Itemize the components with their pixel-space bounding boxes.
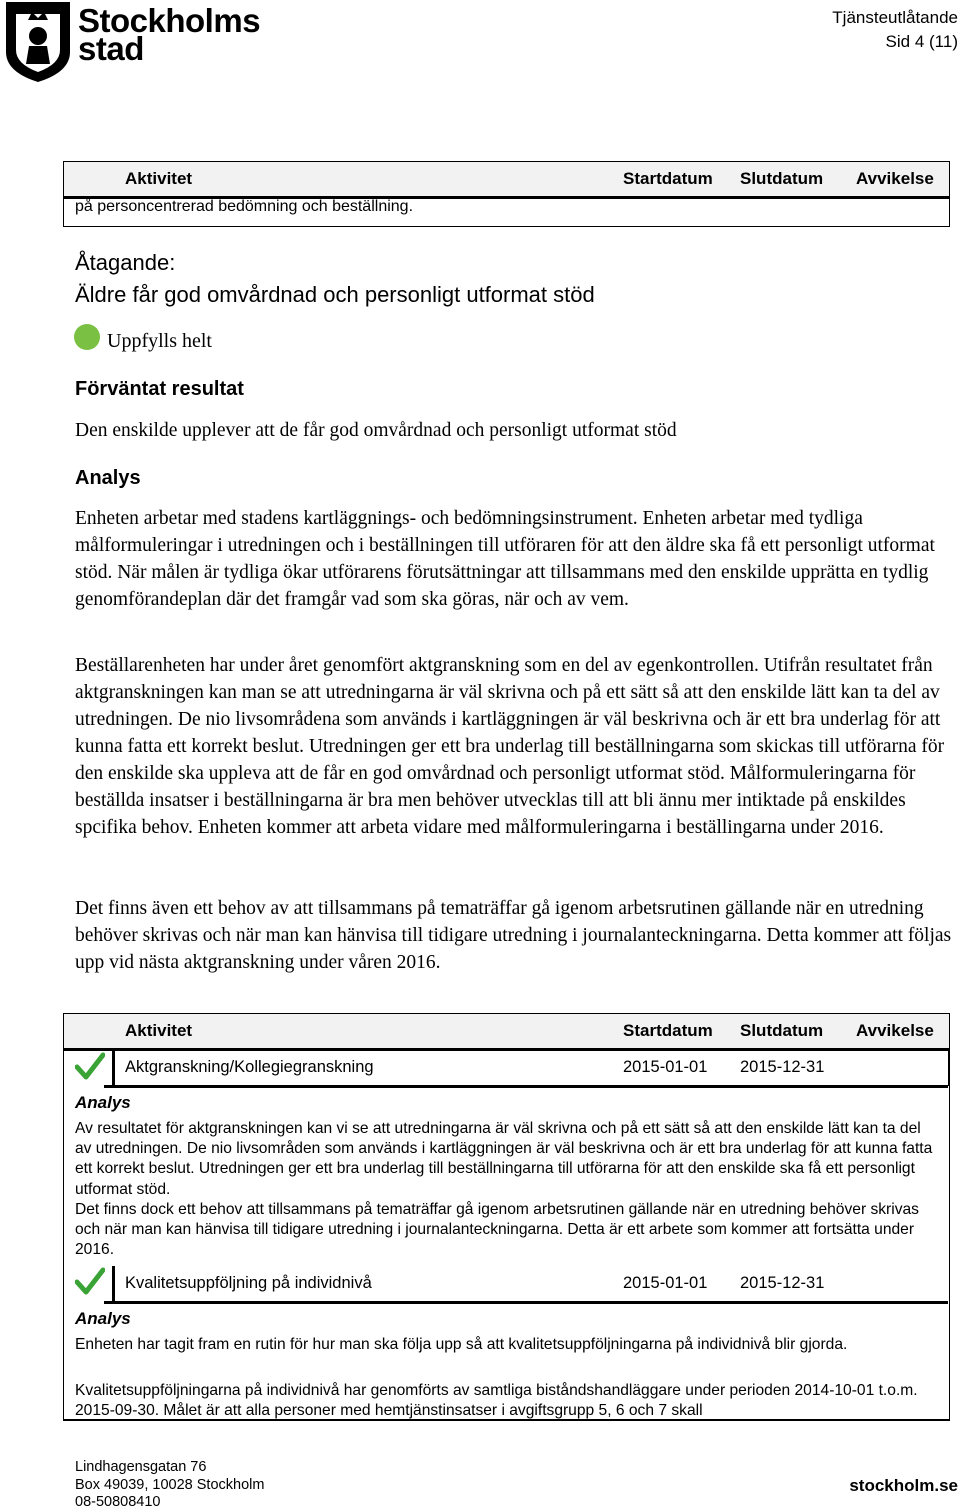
activity-analysis-paragraph-2: Det finns dock ett behov att tillsammans på tematräffar gå igenom arbetsrutinen gällande när en utredning behöver skrivas och när man kan hänvisa till tidigare utredning i journalanteckningarna. Detta är ett arbete som kommer att fortsätta under 2016. [75, 1201, 919, 1259]
column-deviation: Avvikelse [856, 169, 934, 188]
footer-website-link[interactable]: stockholm.se [849, 1476, 958, 1495]
analysis-paragraph-2: Beställarenheten har under året genomfört aktgranskning som en del av egenkontrollen. Utifrån resultatet från aktgranskningen kan man se att utredningarna är väl skrivna och på ett sätt så att den enskilde lätt kan ta del av utredningen. De nio livsområdena som används i kartläggningen är väl beskrivna och är ett bra underlag för att kunna fatta ett korrekt beslut. Utredningen ger ett bra underlag till beställningarna som skickas till utförarna för den enskilde ska uppleva att de får en god omvårdnad och personligt utformat stöd. Målformuleringarna för beställda insatser i beställningarna är bra men behöver utvecklas till att bli ännu mer intiktade på enskildes spcifika behov. Enheten kommer att arbeta vidare med målformuleringarna i beställingarna under 2016. [75, 655, 945, 838]
row-divider [112, 1266, 115, 1302]
stockholm-logo [2, 0, 261, 84]
activity-start-date: 2015-01-01 [623, 1058, 708, 1076]
status-text: Uppfylls helt [107, 330, 212, 352]
column-end: Slutdatum [740, 1021, 824, 1040]
checkmark-icon [75, 1051, 105, 1081]
analysis-heading: Analys [75, 467, 141, 489]
logo-text-stockholms: Stockholms [78, 2, 261, 39]
activity-start-date: 2015-01-01 [623, 1274, 708, 1292]
activity-table [63, 1013, 950, 1421]
table-header [64, 1014, 949, 1051]
row-divider [112, 1050, 115, 1086]
commitment-title: Äldre får god omvårdnad och personligt utformat stöd [75, 282, 595, 307]
activity-table-continued [63, 161, 950, 227]
footer-address-box: Box 49039, 10028 Stockholm [75, 1477, 265, 1493]
activity-analysis-label: Analys [75, 1093, 131, 1112]
activity-end-date: 2015-12-31 [740, 1274, 825, 1292]
column-activity: Aktivitet [125, 1021, 193, 1040]
continued-text: på personcentrerad bedömning och beställning. [75, 198, 414, 215]
column-start: Startdatum [623, 1021, 713, 1040]
footer-address-street: Lindhagensgatan 76 [75, 1459, 207, 1475]
expected-result-text: Den enskilde upplever att de får god omvårdnad och personligt utformat stöd [75, 420, 677, 441]
column-deviation: Avvikelse [856, 1021, 934, 1040]
footer-phone: 08-50808410 [75, 1494, 161, 1510]
activity-analysis-paragraph-1: Enheten har tagit fram en rutin för hur man ska följa upp så att kvalitetsuppföljningarna på individnivå blir gjorda. [75, 1336, 848, 1353]
column-activity: Aktivitet [125, 169, 193, 188]
activity-analysis-label: Analys [75, 1309, 131, 1328]
logo-text-stad: stad [78, 30, 144, 67]
table-header [64, 162, 949, 199]
activity-analysis-paragraph-2: Kvalitetsuppföljningarna på individnivå har genomförts av samtliga biståndshandläggare under perioden 2014-10-01 t.o.m. 2015-09-30. Målet är att alla personer med hemtjänstinsatser i avgiftsgrupp 5, 6 och 7 skall [75, 1382, 918, 1420]
row-separator [104, 1301, 948, 1304]
column-end: Slutdatum [740, 169, 824, 188]
row-separator [104, 1085, 948, 1088]
activity-name: Aktgranskning/Kollegiegranskning [125, 1058, 374, 1076]
commitment-label: Åtagande: [75, 250, 176, 275]
checkmark-icon [75, 1266, 105, 1296]
document-type: Tjänsteutlåtande [832, 8, 958, 27]
row-divider [948, 1050, 950, 1086]
status-indicator-icon [74, 324, 100, 350]
analysis-paragraph-1: Enheten arbetar med stadens kartläggnings- och bedömningsinstrument. Enheten arbetar med tydliga målformuleringar i utredningen och i beställningen till utföraren för att den äldre ska få ett personligt utformat stöd. När målen är tydliga ökar utförarens förutsättningar att tillsammans med den enskilde upprätta en tydlig genomförandeplan där det framgår vad som ska göras, när och av vem. [75, 508, 935, 610]
analysis-paragraph-3: Det finns även ett behov av att tillsammans på tematräffar gå igenom arbetsrutinen gällande när en utredning behöver skrivas och när man kan hänvisa till tidigare utredning i journalanteckningarna. Detta kommer att följas upp vid nästa aktgranskning under våren 2016. [75, 898, 952, 973]
page-number: Sid 4 (11) [885, 32, 958, 51]
activity-analysis-paragraph-1: Av resultatet för aktgranskningen kan vi se att utredningarna är väl skrivna och på ett sätt så att den enskilde lätt kan ta del av utredningen. De nio livsområden som används i kartläggningen är väl beskrivna och är ett bra underlag för att kunna fatta ett korrekt beslut. Utredningen ger ett bra underlag till beställningarna till utförarna för att den enskilde ska få ett personligt utformat stöd. [75, 1120, 933, 1198]
column-start: Startdatum [623, 169, 713, 188]
activity-end-date: 2015-12-31 [740, 1058, 825, 1076]
activity-name: Kvalitetsuppföljning på individnivå [125, 1274, 372, 1292]
expected-result-heading: Förväntat resultat [75, 378, 244, 400]
